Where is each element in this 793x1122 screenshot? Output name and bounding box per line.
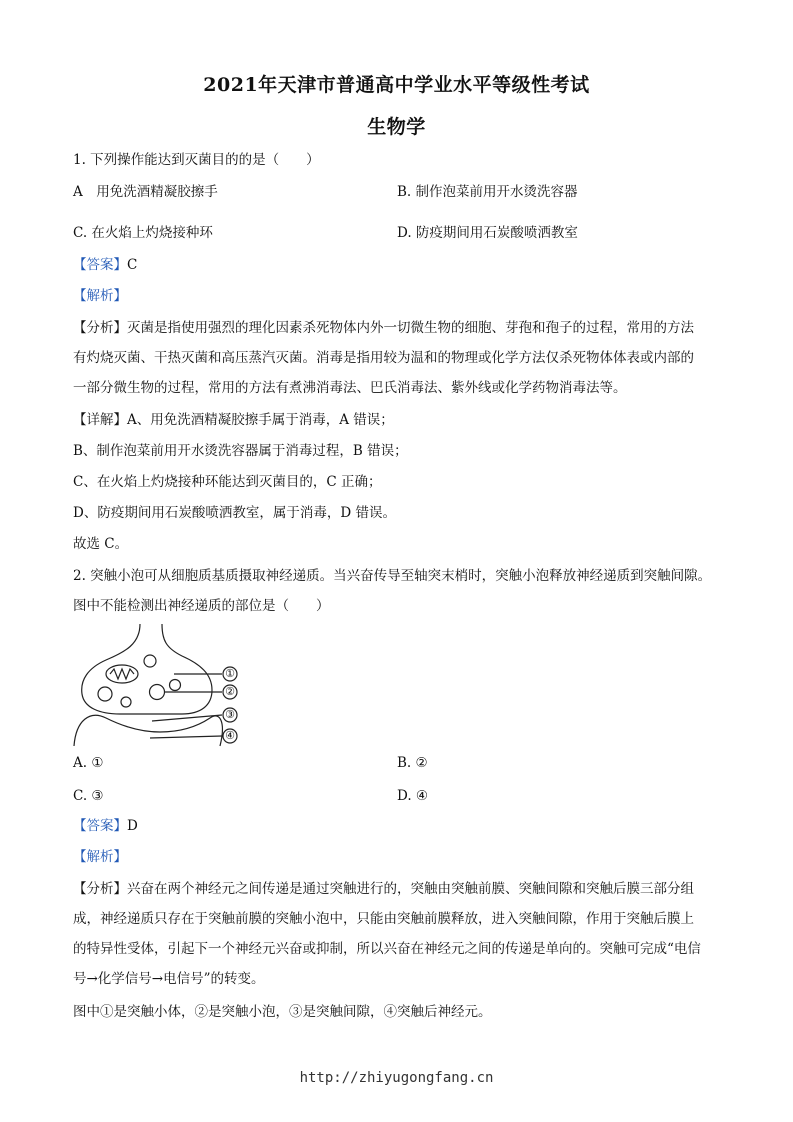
q2-option-a: A. ① (73, 755, 104, 771)
q1-detail-text-1: A、用免洗酒精凝胶擦手属于消毒，A 错误； (127, 412, 394, 428)
q2-analysis-tag: 【解析】 (73, 849, 127, 865)
q2-answer-tag: 【答案】 (73, 818, 127, 834)
synaptic-vesicle (150, 685, 165, 700)
exam-title: 2021年天津市普通高中学业水平等级性考试 (203, 74, 590, 96)
exam-subject: 生物学 (367, 116, 426, 138)
q2-option-d: D. ④ (397, 788, 429, 804)
figure-label-3: ③ (225, 708, 235, 721)
q1-answer-value: C (127, 257, 138, 273)
q1-detail-line-4: D、防疫期间用石炭酸喷洒教室，属于消毒，D 错误。 (73, 505, 396, 521)
synaptic-vesicle (121, 697, 131, 707)
q2-option-c: C. ③ (73, 788, 104, 804)
q1-fenxi-tag: 【分析】 (73, 320, 127, 336)
q1-fenxi-line-2: 有灼烧灭菌、干热灭菌和高压蒸汽灭菌。消毒是指用较为温和的物理或化学方法仅杀死物体体表或内部的 (73, 350, 694, 366)
synaptic-vesicle (170, 680, 181, 691)
q1-detail-line-3: C、在火焰上灼烧接种环能达到灭菌目的，C 正确； (73, 474, 382, 490)
synaptic-vesicle (144, 655, 156, 667)
q1-option-d: D. 防疫期间用石炭酸喷洒教室 (397, 225, 578, 241)
q2-figure-note: 图中①是突触小体，②是突触小泡，③是突触间隙，④突触后神经元。 (73, 1004, 492, 1020)
q1-answer-tag: 【答案】 (73, 257, 127, 273)
q2-fenxi-tag: 【分析】 (73, 881, 127, 897)
q1-conclusion: 故选 C。 (73, 536, 129, 552)
q2-answer (73, 816, 728, 836)
synapse-diagram (70, 622, 270, 750)
q1-detail-line-1 (73, 410, 728, 430)
postsynaptic-membrane (74, 715, 222, 746)
q1-fenxi-line-3: 一部分微生物的过程，常用的方法有煮沸消毒法、巴氏消毒法、紫外线或化学药物消毒法等。 (73, 380, 627, 396)
figure-label-2: ② (225, 685, 235, 698)
q2-answer-value: D (127, 818, 138, 834)
q2-option-b: B. ② (397, 755, 428, 771)
q1-detail-line-2: B、制作泡菜前用开水烫洗容器属于消毒过程，B 错误； (73, 443, 408, 459)
q1-stem: 1. 下列操作能达到灭菌目的的是（ ） (73, 152, 320, 168)
q1-option-c: C. 在火焰上灼烧接种环 (73, 225, 213, 241)
q1-fenxi-line-1 (73, 318, 728, 338)
q2-stem-line-2: 图中不能检测出神经递质的部位是（ ） (73, 598, 330, 614)
figure-label-1: ① (225, 667, 235, 680)
q1-option-a: A 用免洗酒精凝胶擦手 (73, 184, 218, 200)
q2-fenxi-line-1 (73, 879, 728, 899)
q2-fenxi-line-3: 的特异性受体，引起下一个神经元兴奋或抑制，所以兴奋在神经元之间的传递是单向的。突触可完成“电信 (73, 941, 701, 957)
q1-option-b: B. 制作泡菜前用开水烫洗容器 (397, 184, 578, 200)
q1-xiangjie-tag: 【详解】 (73, 412, 127, 428)
q1-analysis-tag: 【解析】 (73, 288, 127, 304)
q1-answer (73, 255, 728, 275)
synaptic-vesicle (98, 687, 112, 701)
q2-stem-line-1: 2. 突触小泡可从细胞质基质摄取神经递质。当兴奋传导至轴突末梢时，突触小泡释放神经递质到突触间隙。 (73, 568, 712, 584)
footer-url: http://zhiyugongfang.cn (299, 1070, 494, 1086)
figure-label-4: ④ (225, 729, 235, 742)
q2-fenxi-line-4: 号→化学信号→电信号”的转变。 (73, 971, 265, 987)
q1-fenxi-text-1: 灭菌是指使用强烈的理化因素杀死物体内外一切微生物的细胞、芽孢和孢子的过程，常用的方法 (127, 320, 694, 336)
q2-fenxi-line-2: 成，神经递质只存在于突触前膜的突触小泡中，只能由突触前膜释放，进入突触间隙，作用于突触后膜上 (73, 911, 694, 927)
q2-fenxi-text-1: 兴奋在两个神经元之间传递是通过突触进行的，突触由突触前膜、突触间隙和突触后膜三部分组 (127, 881, 694, 897)
